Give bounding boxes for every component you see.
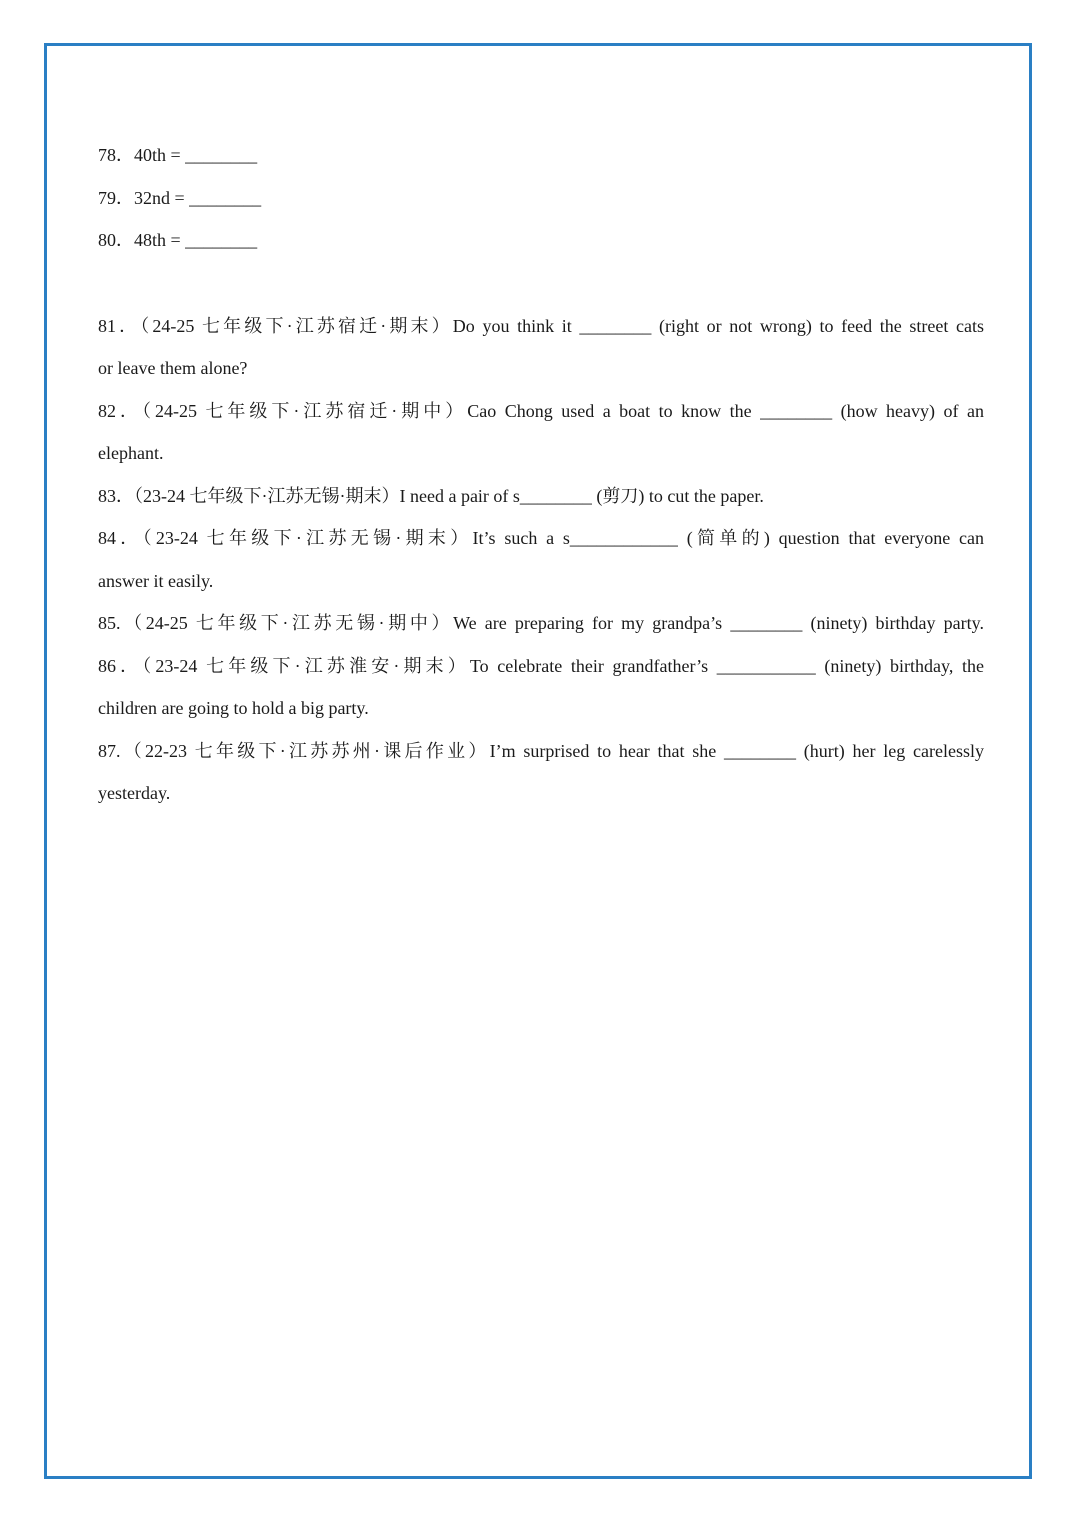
question-80: 80．48th = ________	[98, 230, 258, 250]
question-81-line-1: 81．（24-25 七年级下·江苏宿迁·期末）Do you think it ________ (right or not wrong) to feed the street cats	[98, 315, 984, 336]
question-86-line-2: children are going to hold a big party.	[98, 698, 369, 718]
question-82-line-1: 82．（24-25 七年级下·江苏宿迁·期中）Cao Chong used a boat to know the ________ (how heavy) of an	[98, 400, 984, 421]
question-84-line-2: answer it easily.	[98, 570, 214, 591]
question-84-line-1: 84．（23-24 七年级下·江苏无锡·期末）It’s such a s____________ (简单的) question that everyone can	[98, 528, 984, 548]
worksheet-content	[98, 134, 984, 815]
question-87-line-2: yesterday.	[98, 783, 171, 803]
question-83: 83．（23-24 七年级下·江苏无锡·期末）I need a pair of s________ (剪刀) to cut the paper.	[98, 485, 764, 506]
question-78: 78．40th = ________	[98, 145, 258, 165]
question-82-line-2: elephant.	[98, 443, 164, 463]
question-86-line-1: 86．（23-24 七年级下·江苏淮安·期末）To celebrate their grandfather’s ___________ (ninety) birthday, the	[98, 655, 984, 676]
question-85: 85.（24-25 七年级下·江苏无锡·期中）We are preparing for my grandpa’s ________ (ninety) birthday party.	[98, 613, 984, 633]
section-gap	[98, 262, 984, 305]
question-87-line-1: 87.（22-23 七年级下·江苏苏州·课后作业）I’m surprised to hear that she ________ (hurt) her leg carelessly	[98, 740, 984, 761]
question-81-line-2: or leave them alone?	[98, 358, 248, 378]
question-79: 79．32nd = ________	[98, 187, 262, 208]
